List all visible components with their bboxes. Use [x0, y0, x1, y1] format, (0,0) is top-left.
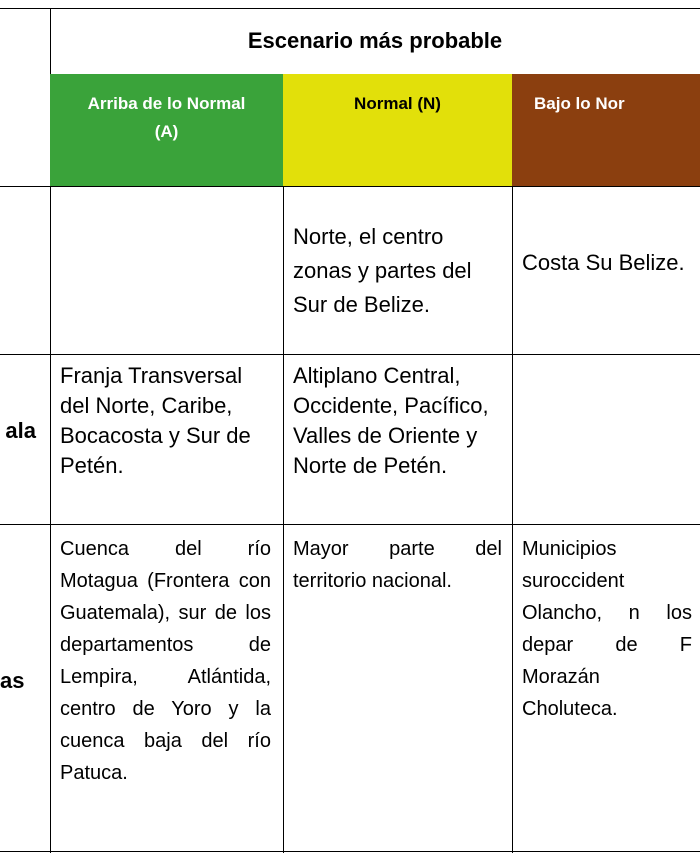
row-label: as: [0, 668, 25, 693]
row-label: [0, 187, 50, 354]
column-header-above-normal: [50, 74, 283, 186]
row2-normal-cell: Altiplano Central, Occidente, Pacífico, Valles de Oriente y Norte de Petén.: [293, 363, 489, 478]
row-label: ala: [5, 418, 36, 443]
table-border-row3: [0, 524, 700, 525]
table-border-row4: [0, 851, 700, 852]
row2-above-cell: Franja Transversal del Norte, Caribe, Bocacosta y Sur de Petén.: [60, 363, 251, 478]
column-header-above-normal-label: Arriba de lo Normal (A): [87, 94, 246, 141]
table-title: Escenario más probable: [247, 28, 503, 53]
row1-normal-cell: Norte, el centro zonas y partes del Sur de Belize.: [293, 224, 472, 317]
row2-below-cell: [513, 355, 700, 524]
row1-above-cell: [51, 187, 283, 354]
row3-above-cell: Cuenca del río Motagua (Frontera con Guatemala), sur de los departamentos de Lempira, Atlántida, centro de Yoro y la cuenca baja del río Patuca.: [60, 538, 271, 784]
column-header-normal: Normal (N): [283, 74, 512, 186]
row1-below-cell: Costa Su Belize.: [522, 250, 685, 275]
row3-below-cell: Municipios suroccident Olancho, n los depar de F Morazán Choluteca.: [522, 538, 692, 720]
column-header-below-normal: Bajo lo Nor: [512, 74, 700, 186]
row3-normal-cell: Mayor parte del territorio nacional.: [293, 538, 502, 592]
